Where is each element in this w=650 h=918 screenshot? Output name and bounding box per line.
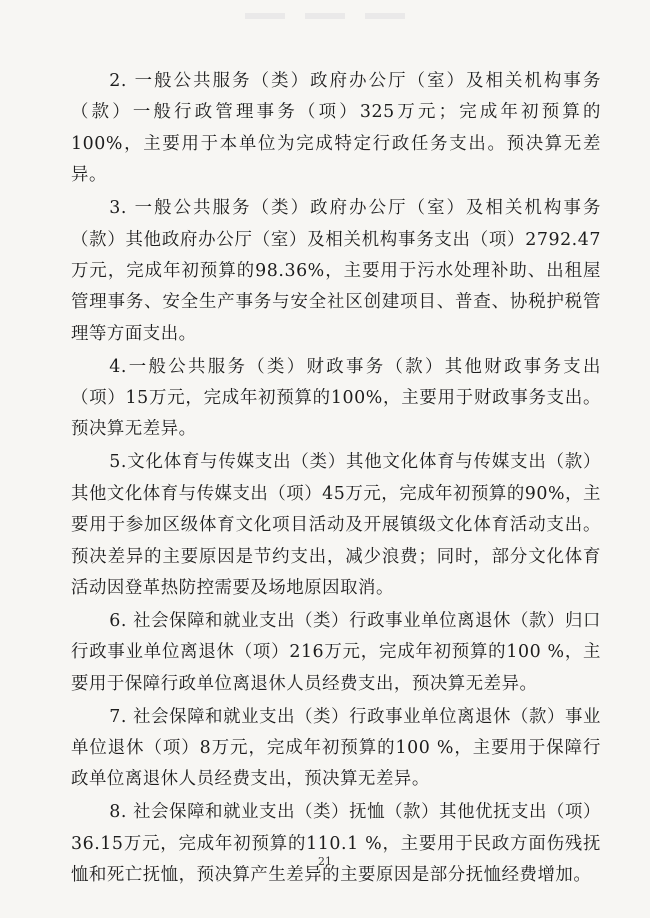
paragraph-item-7: 7. 社会保障和就业支出（类）行政事业单位离退休（款）事业单位退休（项）8万元，完成年初预算的100 %，主要用于保障行政单位离退休人员经费支出，预决算无差异。 bbox=[71, 706, 601, 790]
paragraph-item-2: 2. 一般公共服务（类）政府办公厅（室）及相关机构事务（款）一般行政管理事务（项）325万元；完成年初预算的100%，主要用于本单位为完成特定行政任务支出。预决算无差异。 bbox=[71, 71, 601, 186]
paragraph-item-4: 4.一般公共服务（类）财政事务（款）其他财政事务支出（项）15万元，完成年初预算的100%，主要用于财政事务支出。预决算无差异。 bbox=[71, 356, 601, 440]
page-number: 21 bbox=[318, 855, 332, 868]
document-body bbox=[71, 66, 601, 893]
faded-header-stamp bbox=[0, 4, 650, 24]
paragraph-item-5: 5.文化体育与传媒支出（类）其他文化体育与传媒支出（款）其他文化体育与传媒支出（项）45万元，完成年初预算的90%，主要用于参加区级体育文化项目活动及开展镇级文化体育活动支出。预决差异的主要原因是节约支出，减少浪费；同时，部分文化体育活动因登革热防控需要及场地原因取消。 bbox=[71, 452, 601, 598]
paragraph-item-3: 3. 一般公共服务（类）政府办公厅（室）及相关机构事务（款）其他政府办公厅（室）及相关机构事务支出（项）2792.47万元，完成年初预算的98.36%，主要用于污水处理补助、出租屋管理事务、安全生产事务与安全社区创建项目、普查、协税护税管理等方面支出。 bbox=[71, 198, 601, 344]
paragraph-item-8: 8. 社会保障和就业支出（类）抚恤（款）其他优抚支出（项）36.15万元，完成年初预算的110.1 %，主要用于民政方面伤残抚恤和死亡抚恤，预决算产生差异的主要原因是部分抚恤经费增加。 bbox=[71, 802, 601, 886]
paragraph-item-6: 6. 社会保障和就业支出（类）行政事业单位离退休（款）归口行政事业单位离退休（项）216万元，完成年初预算的100 %，主要用于保障行政单位离退休人员经费支出，预决算无差异。 bbox=[71, 610, 601, 694]
